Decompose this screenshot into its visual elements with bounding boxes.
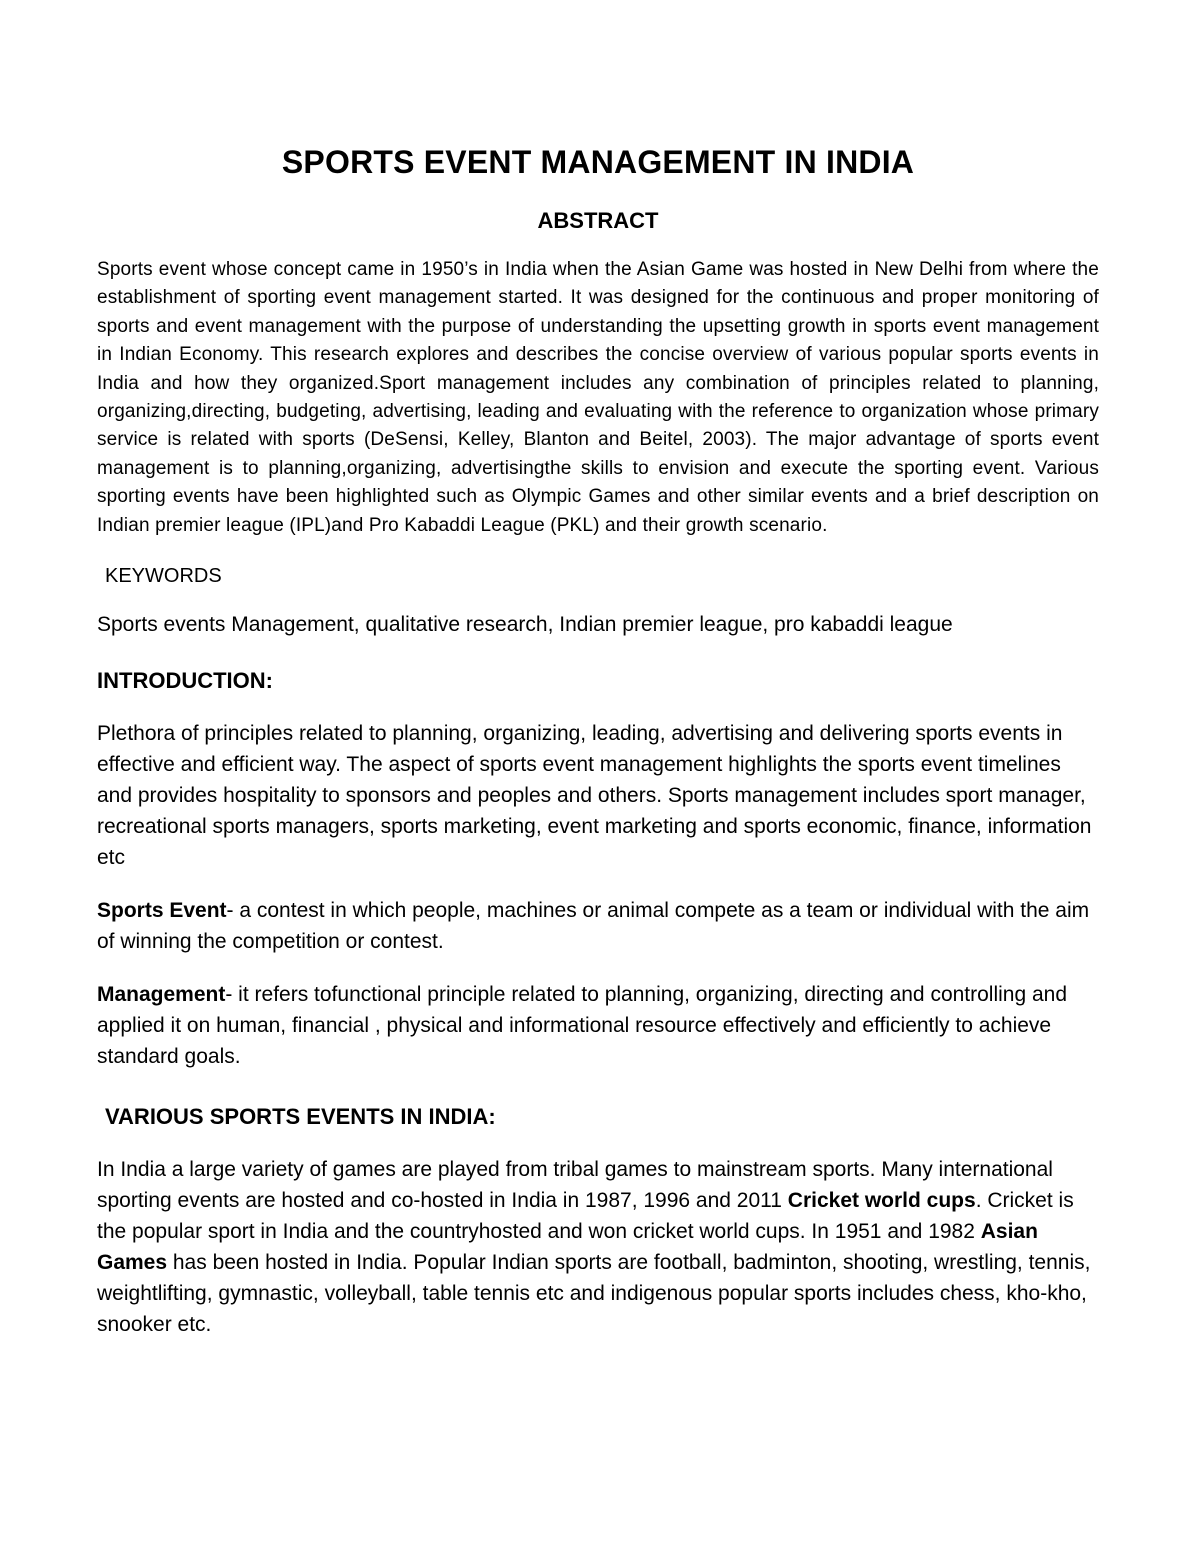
abstract-heading: ABSTRACT [537, 208, 659, 233]
cricket-world-cups-bold: Cricket world cups [787, 1189, 976, 1213]
management-term: Management [97, 983, 226, 1007]
abstract-body: Sports event whose concept came in 1950’s in India when the Asian Game was hosted in New Delhi from where the establishment of sporting event management started. It was designed for the continuous and proper monitoring of sports and event management with the purpose of understanding the upsetting growth in sports event management in Indian Economy. This research explores and describes the concise overview of various popular sports events in India and how they organized.Sport management includes any combination of principles related to planning, organizing,directing, budgeting, advertising, leading and evaluating with the reference to organization whose primary service is related with sports (DeSensi, Kelley, Blanton and Beitel, 2003). The major advantage of sports event management is to planning,organizing, advertisingthe skills to envision and execute the sporting event. Various sporting events have been highlighted such as Olympic Games and other similar events and a brief description on Indian premier league (IPL)and Pro Kabaddi League (PKL) and their growth scenario. [97, 259, 1099, 536]
sports-event-text: - a contest in which people, machines or animal compete as a team or individual with the aim of winning the competition or contest. [97, 899, 1090, 954]
document-content [97, 140, 1099, 1340]
management-text: - it refers tofunctional principle related to planning, organizing, directing and controlling and applied it on human, financial , physical and informational resource effectively and efficiently to achieve standard goals. [97, 983, 1068, 1069]
introduction-heading: INTRODUCTION: [97, 668, 273, 694]
various-events-text-1: In India a large variety of games are played from tribal games to mainstream sports. Many international sporting events are hosted and co-hosted in India in 1987, 1996 and 2011 [97, 1158, 1053, 1213]
sports-event-definition [97, 895, 1099, 957]
asian-games-bold: Asian Games [97, 1220, 1038, 1275]
document-title: SPORTS EVENT MANAGEMENT IN INDIA [281, 143, 915, 181]
various-events-text-3: has been hosted in India. Popular Indian sports are football, badminton, shooting, wrestling, tennis, weightlifting, gymnastic, volleyball, table tennis etc and indigenous popular sports includes chess, kho-kho, snooker etc. [97, 1251, 1091, 1337]
various-events-heading: VARIOUS SPORTS EVENTS IN INDIA: [105, 1104, 496, 1130]
keywords-label: KEYWORDS [105, 565, 222, 588]
sports-event-term: Sports Event [97, 899, 227, 923]
various-events-body [97, 1154, 1099, 1340]
management-definition [97, 979, 1099, 1072]
introduction-body: Plethora of principles related to planning, organizing, leading, advertising and delivering sports events in effective and efficient way. The aspect of sports event management highlights the sports event timelines and provides hospitality to sponsors and peoples and others. Sports management includes sport manager, recreational sports managers, sports marketing, event marketing and sports economic, finance, information etc [97, 722, 1092, 870]
various-events-text-2: . Cricket is the popular sport in India and the countryhosted and won cricket world cups. In 1951 and 1982 [97, 1189, 1074, 1244]
keywords-body: Sports events Management, qualitative research, Indian premier league, pro kabaddi league [97, 613, 953, 637]
